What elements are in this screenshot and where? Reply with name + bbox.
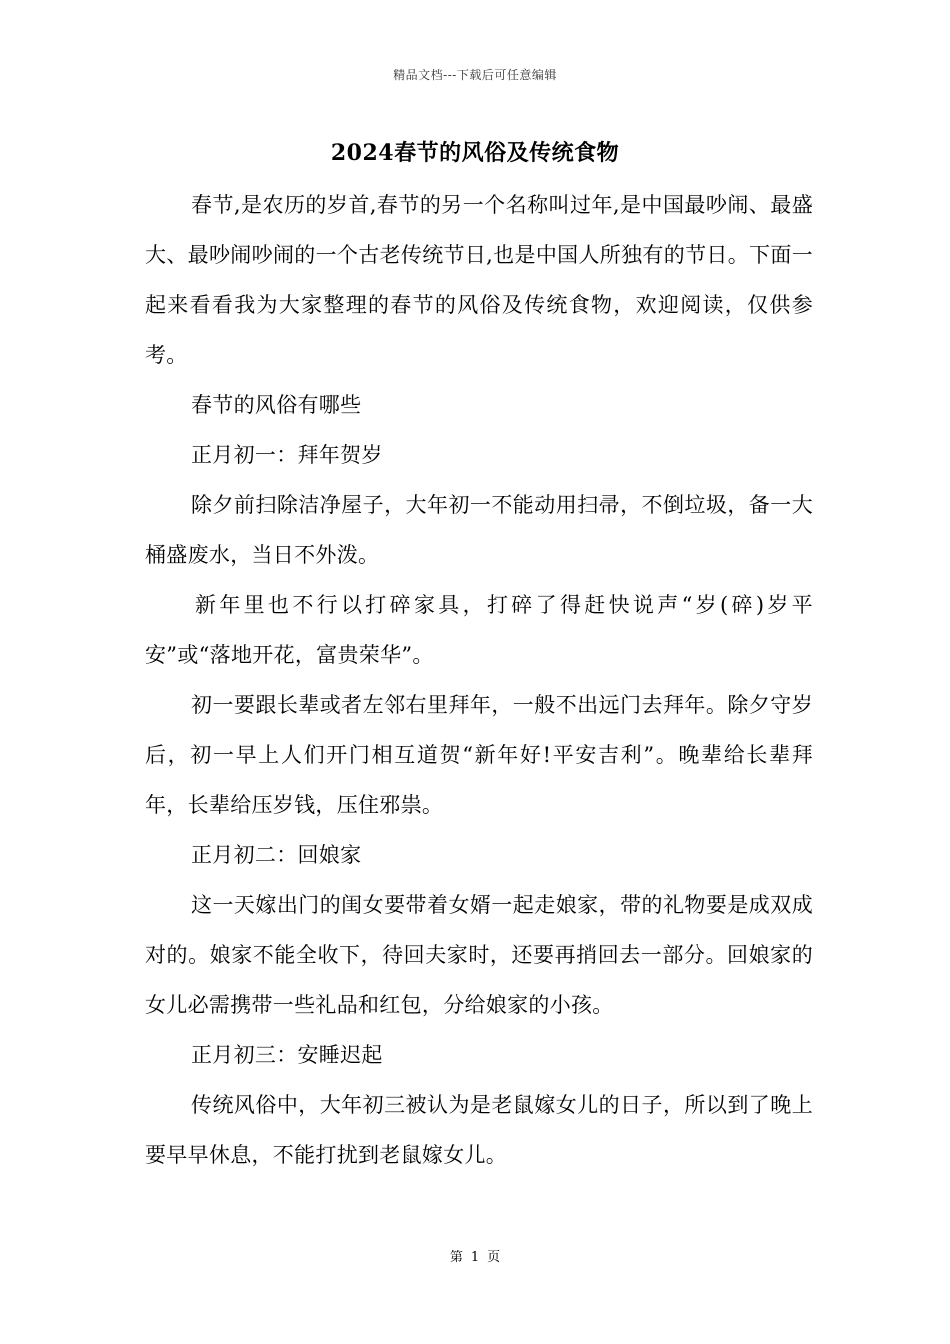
page-number: 1 xyxy=(470,1250,480,1265)
paragraph-day-three: 传统风俗中，大年初三被认为是老鼠嫁女儿的日子，所以到了晚上要早早休息，不能打扰到老鼠嫁女儿。 xyxy=(145,1093,813,1167)
page-footer xyxy=(0,1246,950,1265)
paragraph-intro: 春节,是农历的岁首,春节的另一个名称叫过年,是中国最吵闹、最盛大、最吵闹吵闹的一个古老传统节日,也是中国人所独有的节日。下面一起来看看我为大家整理的春节的风俗及传统食物，欢迎阅读，仅供参考。 xyxy=(145,193,813,367)
page-header: 精品文档---下载后可任意编辑 xyxy=(393,68,557,82)
subheading-day-one: 正月初一：拜年贺岁 xyxy=(191,443,383,467)
subheading-day-two: 正月初二：回娘家 xyxy=(191,843,362,867)
page-number-suffix: 页 xyxy=(487,1250,501,1265)
paragraph-day-one-cleaning: 除夕前扫除洁净屋子，大年初一不能动用扫帚，不倒垃圾，备一大桶盛废水，当日不外泼。 xyxy=(145,493,813,567)
subheading-day-three: 正月初三：安睡迟起 xyxy=(191,1043,383,1067)
paragraph-day-one-breaking: 新年里也不行以打碎家具，打碎了得赶快说声“岁(碎)岁平安”或“落地开花，富贵荣华”。 xyxy=(145,593,813,667)
paragraph-day-one-greeting: 初一要跟长辈或者左邻右里拜年，一般不出远门去拜年。除夕守岁后，初一早上人们开门相互道贺“新年好!平安吉利”。晚辈给长辈拜年，长辈给压岁钱，压住邪祟。 xyxy=(145,693,813,817)
document-title: 2024春节的风俗及传统食物 xyxy=(330,140,620,166)
paragraph-day-two: 这一天嫁出门的闺女要带着女婿一起走娘家，带的礼物要是成双成对的。娘家不能全收下，待回夫家时，还要再捎回去一部分。回娘家的女儿必需携带一些礼品和红包，分给娘家的小孩。 xyxy=(145,893,813,1017)
document-body xyxy=(145,180,813,1180)
page-number-prefix: 第 xyxy=(449,1250,463,1265)
section-heading-customs: 春节的风俗有哪些 xyxy=(191,393,362,417)
